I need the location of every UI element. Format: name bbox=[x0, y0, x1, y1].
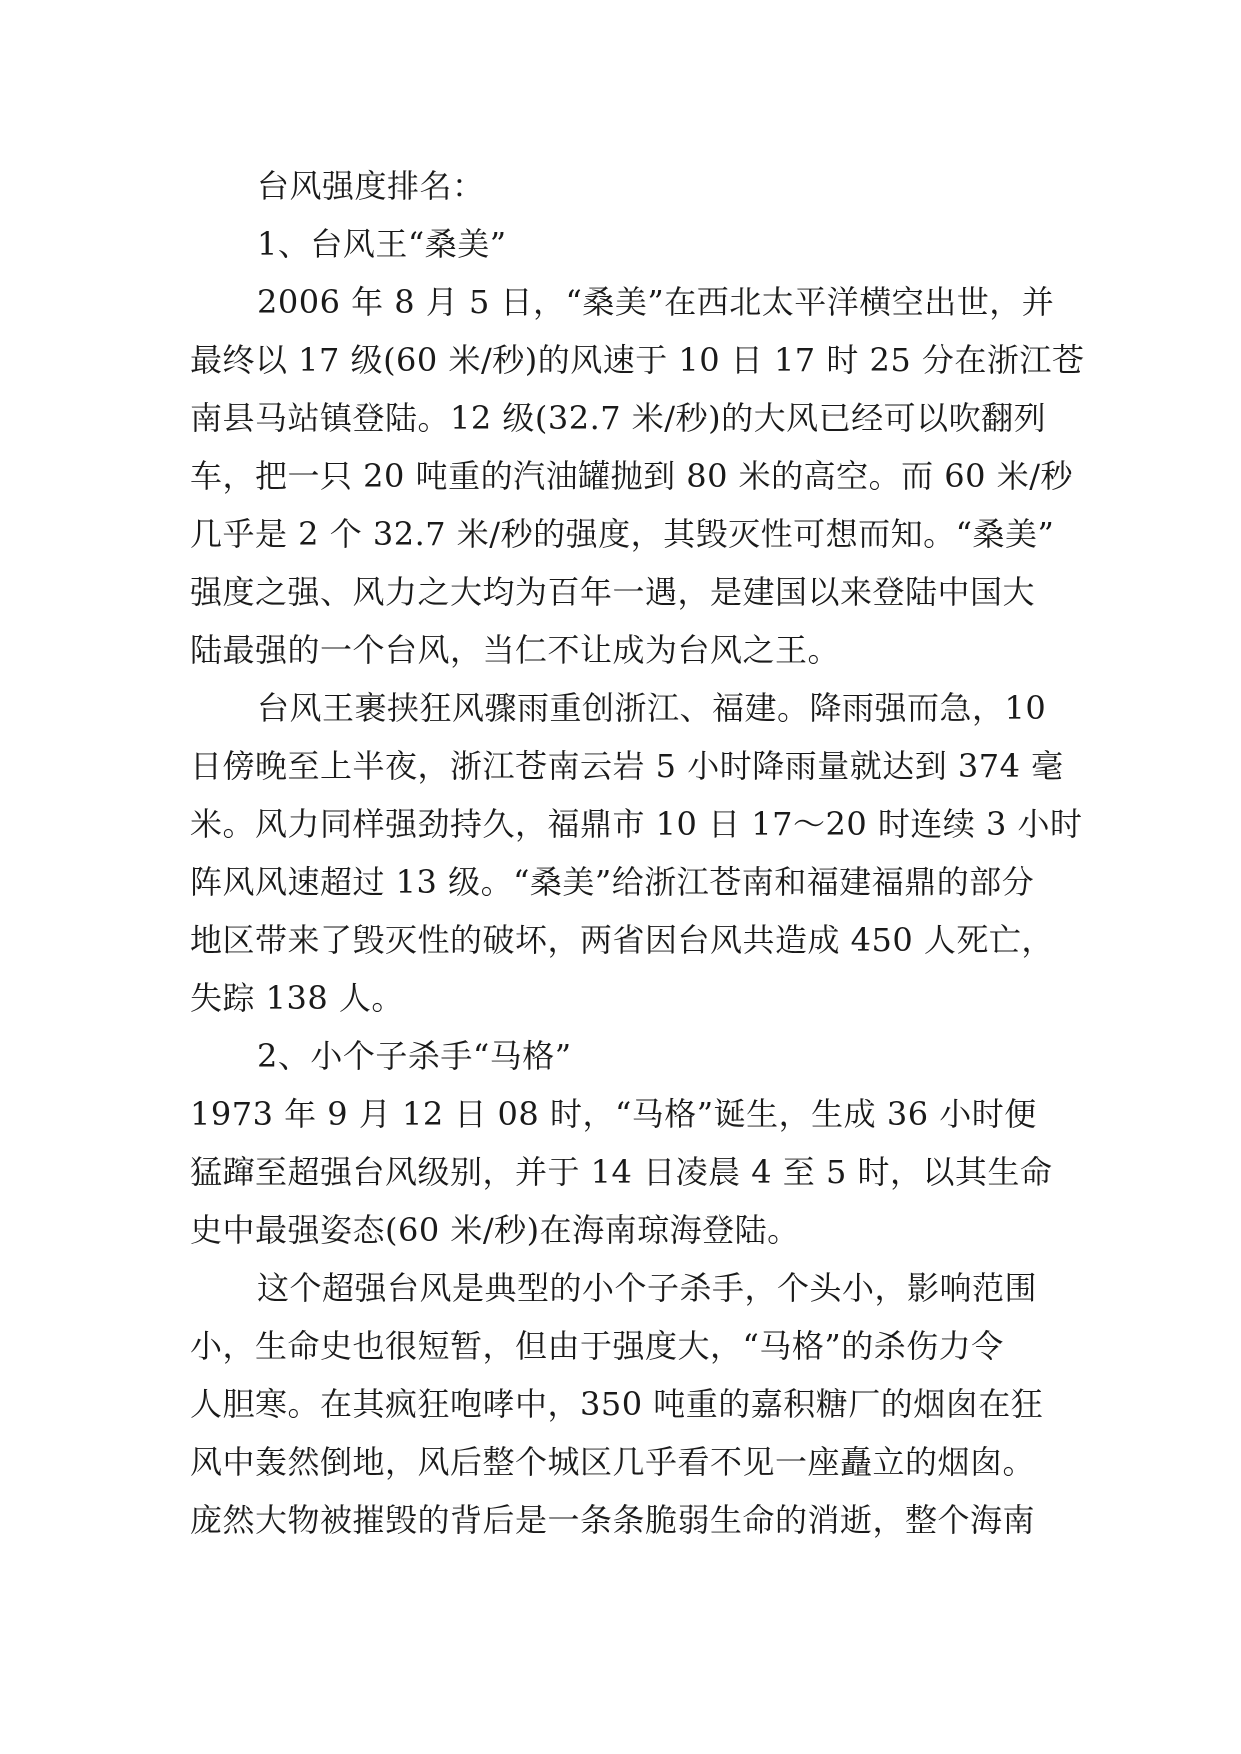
paragraph-line: 米。风力同样强劲持久，福鼎市 10 日 17～20 时连续 3 小时 bbox=[190, 805, 1083, 843]
paragraph-line: 强度之强、风力之大均为百年一遇，是建国以来登陆中国大 bbox=[190, 573, 1036, 611]
paragraph-line: 最终以 17 级(60 米/秒)的风速于 10 日 17 时 25 分在浙江苍 bbox=[190, 341, 1085, 379]
paragraph-line: 几乎是 2 个 32.7 米/秒的强度，其毁灭性可想而知。“桑美” bbox=[190, 515, 1055, 553]
subsection-heading: 1、台风王“桑美” bbox=[257, 225, 507, 263]
section-heading: 台风强度排名： bbox=[257, 167, 485, 205]
subsection-heading: 2、小个子杀手“马格” bbox=[257, 1037, 572, 1075]
paragraph-line: 陆最强的一个台风，当仁不让成为台风之王。 bbox=[190, 631, 841, 669]
paragraph-line: 地区带来了毁灭性的破坏，两省因台风共造成 450 人死亡， bbox=[190, 921, 1054, 959]
paragraph-line: 1973 年 9 月 12 日 08 时，“马格”诞生，生成 36 小时便 bbox=[190, 1095, 1037, 1133]
paragraph-line: 庞然大物被摧毁的背后是一条条脆弱生命的消逝，整个海南 bbox=[190, 1501, 1036, 1539]
paragraph-line: 2006 年 8 月 5 日，“桑美”在西北太平洋横空出世，并 bbox=[257, 283, 1055, 321]
paragraph-line: 人胆寒。在其疯狂咆哮中，350 吨重的嘉积糖厂的烟囱在狂 bbox=[190, 1385, 1044, 1423]
paragraph-line: 南县马站镇登陆。12 级(32.7 米/秒)的大风已经可以吹翻列 bbox=[190, 399, 1047, 437]
paragraph-line: 小，生命史也很短暂，但由于强度大，“马格”的杀伤力令 bbox=[190, 1327, 1004, 1365]
paragraph-line: 阵风风速超过 13 级。“桑美”给浙江苍南和福建福鼎的部分 bbox=[190, 863, 1035, 901]
paragraph-line: 失踪 138 人。 bbox=[190, 979, 404, 1017]
paragraph-line: 风中轰然倒地，风后整个城区几乎看不见一座矗立的烟囱。 bbox=[190, 1443, 1036, 1481]
paragraph-line: 史中最强姿态(60 米/秒)在海南琼海登陆。 bbox=[190, 1211, 800, 1249]
paragraph-line: 日傍晚至上半夜，浙江苍南云岩 5 小时降雨量就达到 374 毫 bbox=[190, 747, 1064, 785]
paragraph-line: 车，把一只 20 吨重的汽油罐抛到 80 米的高空。而 60 米/秒 bbox=[190, 457, 1073, 495]
paragraph-line: 台风王裹挟狂风骤雨重创浙江、福建。降雨强而急，10 bbox=[257, 689, 1047, 727]
paragraph-line: 猛蹿至超强台风级别，并于 14 日凌晨 4 至 5 时，以其生命 bbox=[190, 1153, 1053, 1191]
paragraph-line: 这个超强台风是典型的小个子杀手，个头小，影响范围 bbox=[257, 1269, 1038, 1307]
